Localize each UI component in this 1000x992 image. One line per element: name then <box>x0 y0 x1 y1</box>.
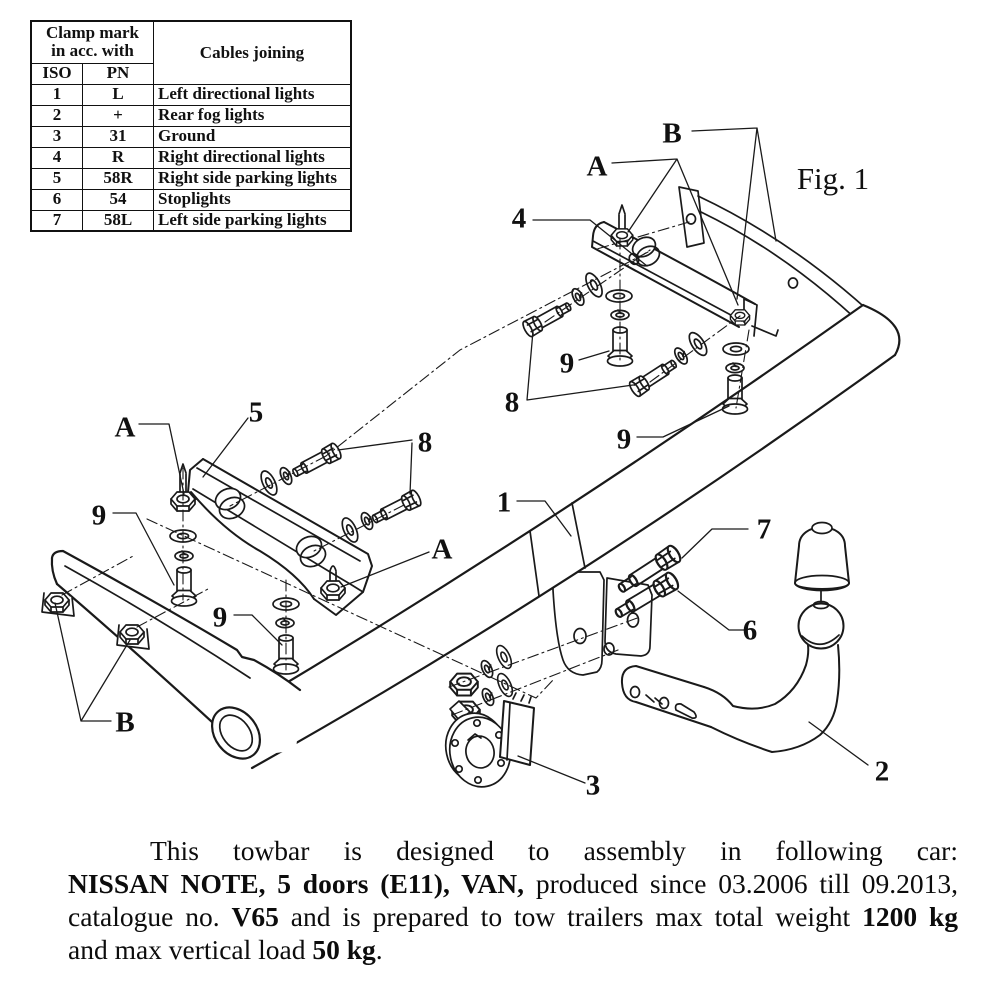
pn-column-header: PN <box>83 63 154 84</box>
table-cell: Rear fog lights <box>154 105 352 126</box>
part-label: 6 <box>742 614 758 647</box>
clamp-header-line2: in acc. with <box>51 41 134 61</box>
table-cell: Left directional lights <box>154 84 352 105</box>
table-cell: 3 <box>31 126 83 147</box>
plain-text: . <box>375 934 383 965</box>
socket-plate <box>439 693 534 792</box>
table-cell: 5 <box>31 168 83 189</box>
table-cell: 54 <box>83 189 154 210</box>
iso-column-header: ISO <box>31 63 83 84</box>
table-cell: Right side parking lights <box>154 168 352 189</box>
part-label: 9 <box>616 423 632 456</box>
text-line <box>68 867 958 900</box>
figure-caption: Fig. 1 <box>796 161 870 196</box>
part-label: 5 <box>248 396 264 429</box>
part-label: 2 <box>874 755 890 788</box>
plain-text: and is prepared to tow trailers max total weight <box>278 901 863 932</box>
text-line <box>68 900 958 933</box>
plain-text: produced since 03.2006 till 09.2013, <box>524 868 959 899</box>
table-cell: 1 <box>31 84 83 105</box>
cables-joining-header: Cables joining <box>154 21 352 84</box>
part-label: B <box>115 706 135 739</box>
part-label: 4 <box>511 202 527 235</box>
bold-text: NISSAN NOTE, 5 doors (E11), VAN, <box>68 868 525 899</box>
text-line <box>68 933 958 966</box>
table-cell: Left side parking lights <box>154 210 352 231</box>
bold-text: 1200 kg <box>862 901 959 932</box>
table-cell: 58L <box>83 210 154 231</box>
part-label: 9 <box>91 499 107 532</box>
part-label: 9 <box>559 347 575 380</box>
table-cell: 4 <box>31 147 83 168</box>
table-cell: + <box>83 105 154 126</box>
part-label: A <box>114 411 136 444</box>
plain-text: This towbar is designed to assembly in following car: <box>150 835 958 866</box>
table-cell: L <box>83 84 154 105</box>
part-label: 9 <box>212 601 228 634</box>
part-label: A <box>431 533 453 566</box>
part-label: B <box>662 117 682 150</box>
table-cell: 31 <box>83 126 154 147</box>
bold-text: V65 <box>231 901 279 932</box>
part-label: 1 <box>496 486 512 519</box>
table-cell: Right directional lights <box>154 147 352 168</box>
table-cell: 2 <box>31 105 83 126</box>
bold-text: 50 kg <box>312 934 376 965</box>
table-cell: R <box>83 147 154 168</box>
text-line <box>68 834 958 867</box>
table-cell: Stoplights <box>154 189 352 210</box>
clamp-header-line1: Clamp mark <box>45 22 140 42</box>
part-label: 8 <box>504 386 520 419</box>
plain-text: catalogue no. <box>68 901 232 932</box>
part-label: 7 <box>756 513 772 546</box>
table-cell: 7 <box>31 210 83 231</box>
application-text <box>68 834 958 966</box>
table-cell: Ground <box>154 126 352 147</box>
part-label: 8 <box>417 426 433 459</box>
part-label: 3 <box>585 769 601 802</box>
table-cell: 6 <box>31 189 83 210</box>
part-label: A <box>586 150 608 183</box>
table-cell: 58R <box>83 168 154 189</box>
plain-text: and max vertical load <box>68 934 313 965</box>
